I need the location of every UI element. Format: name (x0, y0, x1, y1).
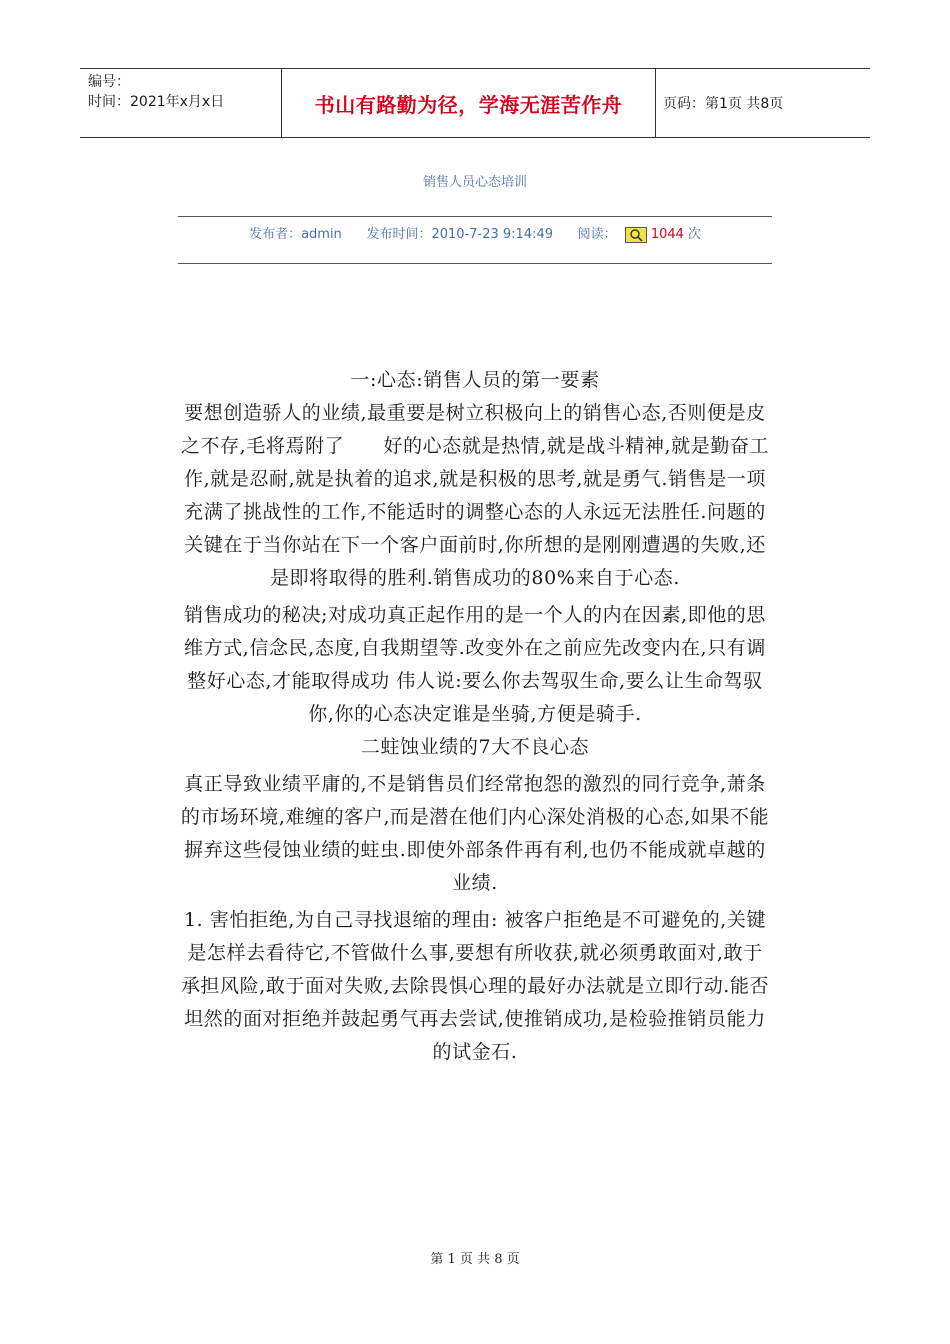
document-number-label: 编号： (88, 74, 130, 90)
paragraph: 1. 害怕拒绝,为自己寻找退缩的理由: 被客户拒绝是不可避免的,关键是怎样去看待它,不管做什么事,要想有所收获,就必须勇敢面对,敢于承担风险,敢于面对失败,去除畏惧心理的最好办法就是立即行动.能否坦然的面对拒绝并鼓起勇气再去尝试,使推销成功,是检验推销员能力的试金石. (180, 909, 770, 1063)
document-date: 时间：2021年x月x日 (88, 94, 225, 110)
paragraph: 真正导致业绩平庸的,不是销售员们经常抱怨的激烈的同行竞争,萧条的市场环境,难缠的客户,而是潜在他们内心深处消极的心态,如果不能摒弃这些侵蚀业绩的蛀虫.即使外部条件再有利,也仍不能成就卓越的业绩. (180, 773, 770, 894)
article-title: 销售人员心态培训 (422, 175, 527, 190)
reads-count: 1044 (650, 227, 684, 242)
section-heading: 二蛀蚀业绩的7大不良心态 (360, 736, 590, 758)
publisher: 发布者：admin (249, 227, 342, 242)
paragraph: 销售成功的秘决;对成功真正起作用的是一个人的内在因素,即他的思维方式,信念民,态度,自我期望等.改变外在之前应先改变内在,只有调整好心态,才能取得成功 伟人说:要么你去驾驭生命,要么让生命驾驭你,你的心态决定谁是坐骑,方便是骑手. (183, 604, 767, 725)
reads-label: 阅读： (577, 227, 617, 242)
header-page-info: 页码：第1页 共8页 (663, 96, 784, 112)
header-info-cell (80, 69, 280, 137)
publish-time: 发布时间：2010-7-23 9:14:49 (366, 227, 553, 242)
article-body (178, 364, 772, 1069)
paragraph: 要想创造骄人的业绩,最重要是树立积极向上的销售心态,否则便是皮之不存,毛将焉附了 好的心态就是热情,就是战斗精神,就是勤奋工作,就是忍耐,就是执着的追求,就是积极的思考,就是勇气.销售是一项充满了挑战性的工作,不能适时的调整心态的人永远无法胜任.问题的关键在于当你站在下一个客户面前时,你所想的是刚刚遭遇的失败,还是即将取得的胜利.销售成功的80%来自于心态. (180, 402, 770, 589)
section-heading: 一:心态:销售人员的第一要素 (350, 369, 600, 391)
header-motto: 书山有路勤为径，学海无涯苦作舟 (281, 69, 656, 137)
page-footer: 第 1 页 共 8 页 (430, 1252, 520, 1267)
document-header (80, 68, 870, 138)
views-icon (625, 227, 647, 243)
reads-unit: 次 (687, 227, 701, 242)
article-meta (178, 216, 772, 264)
